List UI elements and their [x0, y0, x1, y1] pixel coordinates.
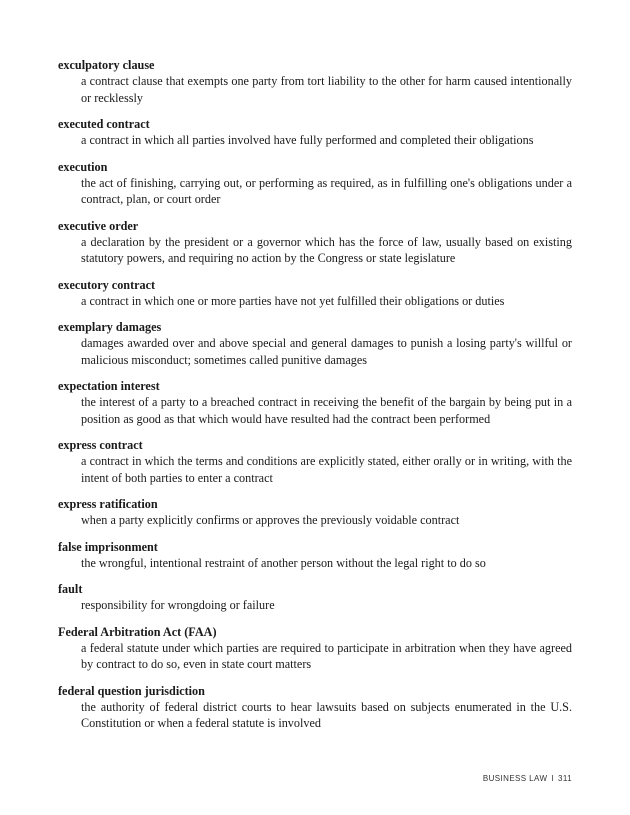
glossary-definition: a federal statute under which parties are required to participate in arbitration when they have agreed by contract to do so, even in state court matters	[81, 640, 572, 671]
glossary-definition: the authority of federal district courts to hear lawsuits based on subjects enumerated in the U.S. Constitution or when a federal statute is involved	[81, 699, 572, 730]
glossary-entry	[58, 581, 572, 614]
glossary-term: exemplary damages	[58, 320, 162, 334]
glossary-entry	[58, 159, 572, 208]
glossary-definition: when a party explicitly confirms or approves the previously voidable contract	[81, 513, 460, 527]
glossary-entry	[58, 624, 572, 673]
page-number: 311	[558, 774, 572, 783]
glossary-term: execution	[58, 159, 108, 174]
glossary-definition: a contract in which the terms and conditions are explicitly stated, either orally or in writing, with the intent of both parties to enter a contract	[81, 454, 572, 485]
glossary-term: expectation interest	[58, 379, 160, 393]
glossary-definition: the act of finishing, carrying out, or performing as required, as in fulfilling one's obligations under a contract, plan, or court order	[81, 175, 572, 206]
glossary-entry	[58, 319, 572, 368]
glossary-entry	[58, 116, 572, 149]
glossary-term: express ratification	[58, 497, 158, 511]
glossary-entry	[58, 539, 572, 572]
glossary-term: exculpatory clause	[58, 58, 155, 72]
footer-separator: I	[551, 774, 555, 783]
glossary-term: executive order	[58, 218, 139, 233]
glossary-entry	[58, 437, 572, 486]
glossary-definition: responsibility for wrongdoing or failure	[81, 598, 275, 612]
glossary-entry	[58, 57, 572, 106]
glossary-term: Federal Arbitration Act (FAA)	[58, 624, 217, 639]
glossary-term: federal question jurisdiction	[58, 683, 205, 698]
glossary-entry	[58, 277, 572, 310]
glossary-term: fault	[58, 582, 83, 596]
book-title: BUSINESS LAW	[482, 774, 548, 783]
glossary-definition: the interest of a party to a breached contract in receiving the benefit of the bargain by being put in a position as good as that which would have resulted had the contract been performed	[81, 395, 572, 426]
glossary-definition: a contract in which all parties involved have fully performed and completed their obligations	[81, 133, 534, 147]
glossary-term: executory contract	[58, 277, 156, 292]
glossary-definition: a contract in which one or more parties have not yet fulfilled their obligations or duties	[81, 293, 505, 308]
glossary-entry	[58, 683, 572, 732]
glossary-term: express contract	[58, 438, 143, 452]
glossary-entry	[58, 378, 572, 427]
glossary-definition: the wrongful, intentional restraint of another person without the legal right to do so	[81, 555, 486, 570]
glossary-entry	[58, 496, 572, 529]
glossary-definition: a contract clause that exempts one party from tort liability to the other for harm caused intentionally or recklessly	[81, 74, 572, 105]
glossary-entry	[58, 218, 572, 267]
glossary-definition: damages awarded over and above special and general damages to punish a losing party's willful or malicious misconduct; sometimes called punitive damages	[81, 336, 572, 367]
glossary-list	[58, 57, 572, 742]
glossary-term: executed contract	[58, 117, 150, 131]
glossary-definition: a declaration by the president or a governor which has the force of law, usually based on existing statutory powers, and requiring no action by the Congress or state legislature	[81, 234, 572, 265]
glossary-term: false imprisonment	[58, 539, 158, 554]
page-footer	[483, 774, 572, 783]
